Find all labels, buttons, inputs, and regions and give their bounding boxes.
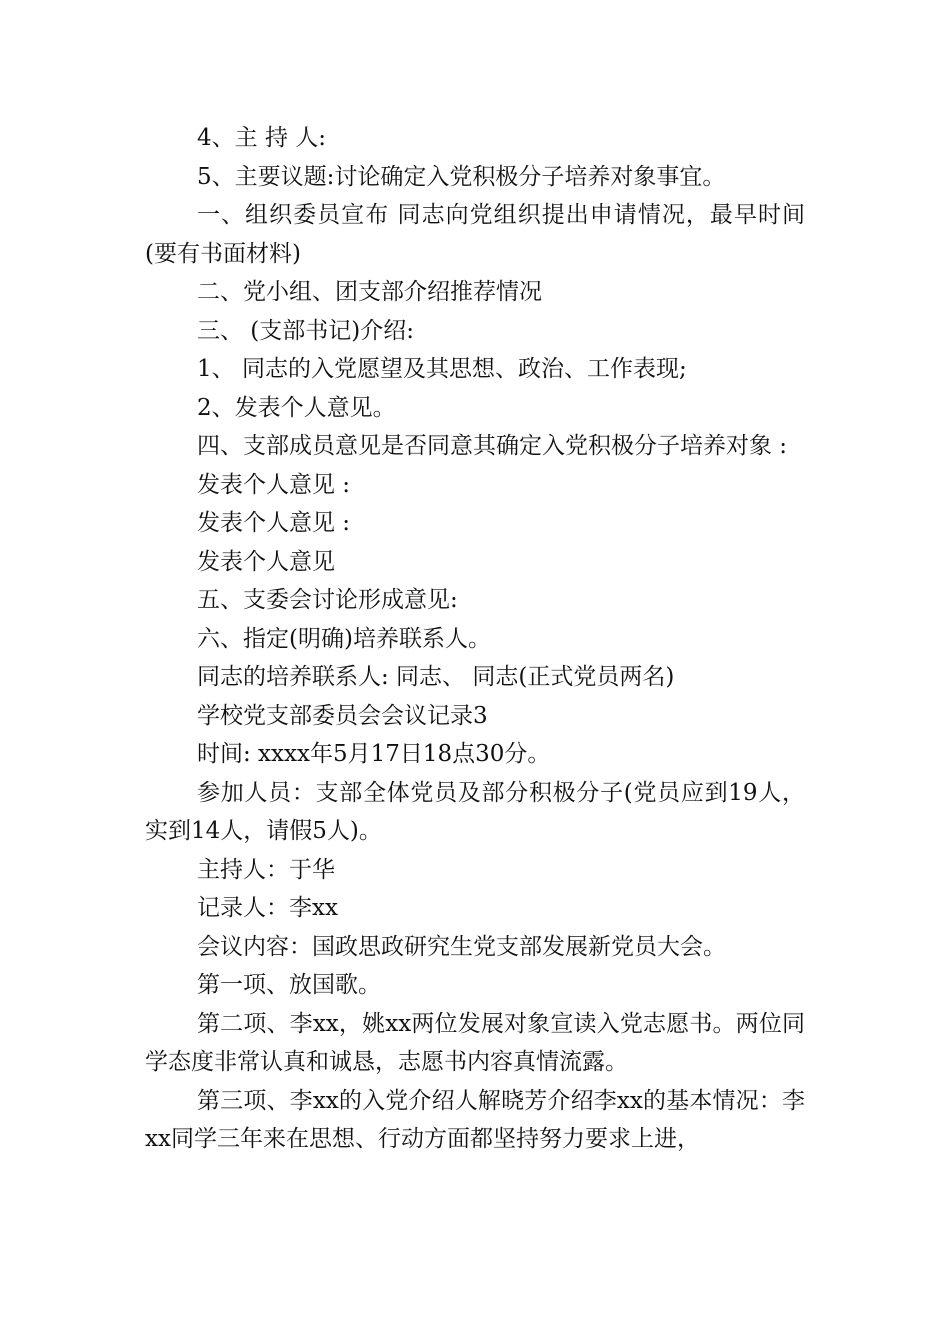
paragraph-step-2: 第二项、李xx，姚xx两位发展对象宣读入党志愿书。两位同学态度非常认真和诚恳，志愿书内容真情流露。 [145, 1010, 805, 1075]
paragraph-item-3-1: 1、 同志的入党愿望及其思想、政治、工作表现; [197, 356, 687, 382]
paragraph-step-1: 第一项、放国歌。 [197, 972, 381, 998]
paragraph-attendees: 参加人员：支部全体党员及部分积极分子(党员应到19人，实到14人，请假5人)。 [145, 779, 805, 844]
section-title: 学校党支部委员会会议记录3 [197, 702, 488, 729]
document-body [145, 119, 805, 1159]
paragraph-opinion-1: 发表个人意见 : [197, 471, 351, 498]
paragraph-item-2: 二、党小组、团支部介绍推荐情况 [197, 279, 542, 305]
paragraph-agenda: 5、主要议题:讨论确定入党积极分子培养对象事宜。 [197, 163, 726, 190]
paragraph-contacts: 同志的培养联系人: 同志、 同志(正式党员两名) [197, 664, 675, 690]
paragraph-recorder: 记录人：李xx [197, 895, 338, 921]
paragraph-step-3: 第三项、李xx的入党介绍人解晓芳介绍李xx的基本情况：李xx同学三年来在思想、行动方面都坚持努力要求上进， [145, 1087, 805, 1152]
paragraph-item-5: 五、支委会讨论形成意见: [197, 587, 458, 613]
paragraph-content: 会议内容：国政思政研究生党支部发展新党员大会。 [197, 933, 726, 960]
paragraph-item-4: 四、支部成员意见是否同意其确定入党积极分子培养对象 : [197, 433, 788, 459]
paragraph-item-3: 三、 (支部书记)介绍: [197, 317, 415, 344]
paragraph-opinion-3: 发表个人意见 [197, 548, 335, 575]
paragraph-item-3-2: 2、发表个人意见。 [197, 394, 396, 421]
paragraph-opinion-2: 发表个人意见 : [197, 510, 351, 536]
paragraph-item-6: 六、指定(明确)培养联系人。 [197, 625, 491, 652]
paragraph-host: 4、主 持 人: [197, 125, 327, 151]
paragraph-chair: 主持人：于华 [197, 856, 335, 883]
paragraph-item-1: 一、组织委员宣布 同志向党组织提出申请情况，最早时间(要有书面材料) [145, 202, 805, 267]
paragraph-time: 时间: xxxx年5月17日18点30分。 [197, 741, 551, 767]
